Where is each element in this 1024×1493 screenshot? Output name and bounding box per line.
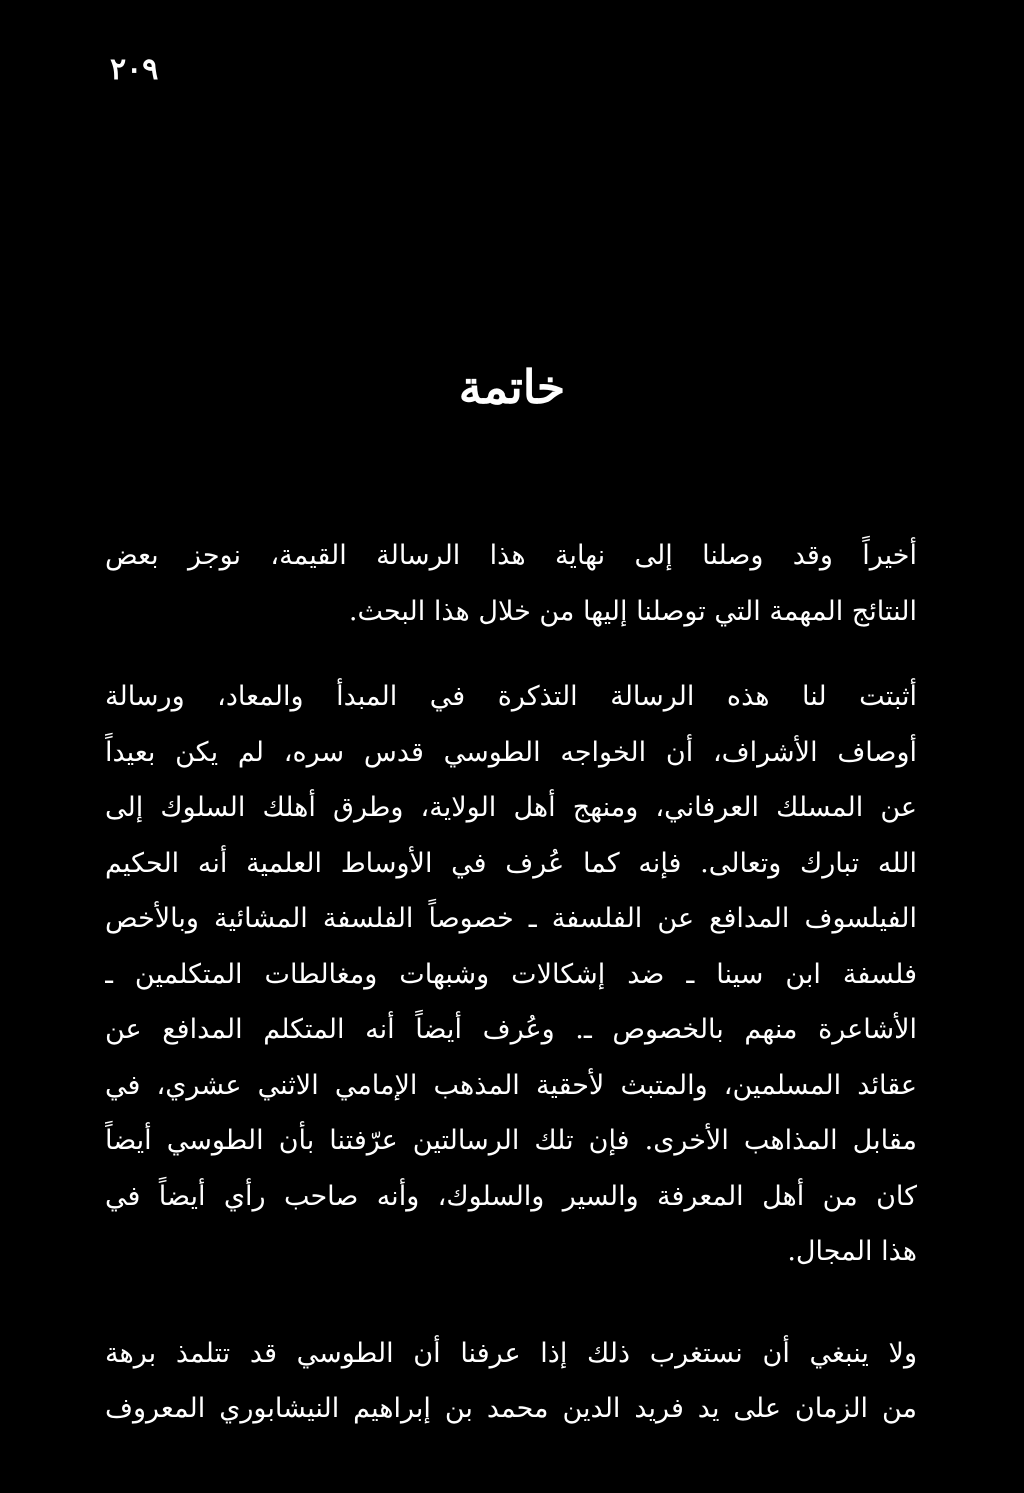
page-number: ٢٠٩ [110,52,159,87]
body-text [105,528,917,1437]
paragraph-3-line-2: من الزمان على يد فريد الدين محمد بن إبراهيم النيشابوري المعروف [105,1393,917,1424]
paragraph-3-line-1: ولا ينبغي أن نستغرب ذلك إذا عرفنا أن الطوسي قد تتلمذ برهة [105,1337,917,1369]
paragraph-2-line-5: الفيلسوف المدافع عن الفلسفة ـ خصوصاً الفلسفة المشائية وبالأخص [105,903,917,934]
paragraph-spacer [105,1280,917,1326]
paragraph-1-line-1: أخيراً وقد وصلنا إلى نهاية هذا الرسالة القيمة، نوجز بعض [105,540,917,571]
paragraph-2 [105,669,917,1280]
paragraph-1-line-2: النتائج المهمة التي توصلنا إليها من خلال هذا البحث. [348,595,917,627]
paragraph-2-line-8: عقائد المسلمين، والمتبث لأحقية المذهب الإمامي الاثني عشري، في [105,1069,917,1101]
paragraph-2-line-9: مقابل المذاهب الأخرى. فإن تلك الرسالتين عرّفتنا بأن الطوسي أيضاً [105,1125,917,1156]
paragraph-2-line-3: عن المسلك العرفاني، ومنهج أهل الولاية، وطرق أهلك السلوك إلى [105,792,917,823]
paragraph-2-line-10: كان من أهل المعرفة والسير والسلوك، وأنه صاحب رأي أيضاً في [105,1180,917,1212]
paragraph-2-line-6: فلسفة ابن سينا ـ ضد إشكالات وشبهات ومغالطات المتكلمين ـ [105,958,917,990]
paragraph-1 [105,528,917,639]
paragraph-2-line-11: هذا المجال. [787,1236,917,1267]
paragraph-2-line-2: أوصاف الأشراف، أن الخواجه الطوسي قدس سره، لم يكن بعيداً [105,736,917,768]
paragraph-2-line-1: أثبتت لنا هذه الرسالة التذكرة في المبدأ والمعاد، ورسالة [105,681,917,712]
paragraph-3 [105,1326,917,1437]
chapter-title: خاتمة [458,360,566,414]
paragraph-spacer [105,639,917,669]
paragraph-2-line-7: الأشاعرة منهم بالخصوص ـ. وعُرف أيضاً أنه المتكلم المدافع عن [105,1014,917,1045]
paragraph-2-line-4: الله تبارك وتعالى. فإنه كما عُرف في الأوساط العلمية أنه الحكيم [105,847,917,879]
